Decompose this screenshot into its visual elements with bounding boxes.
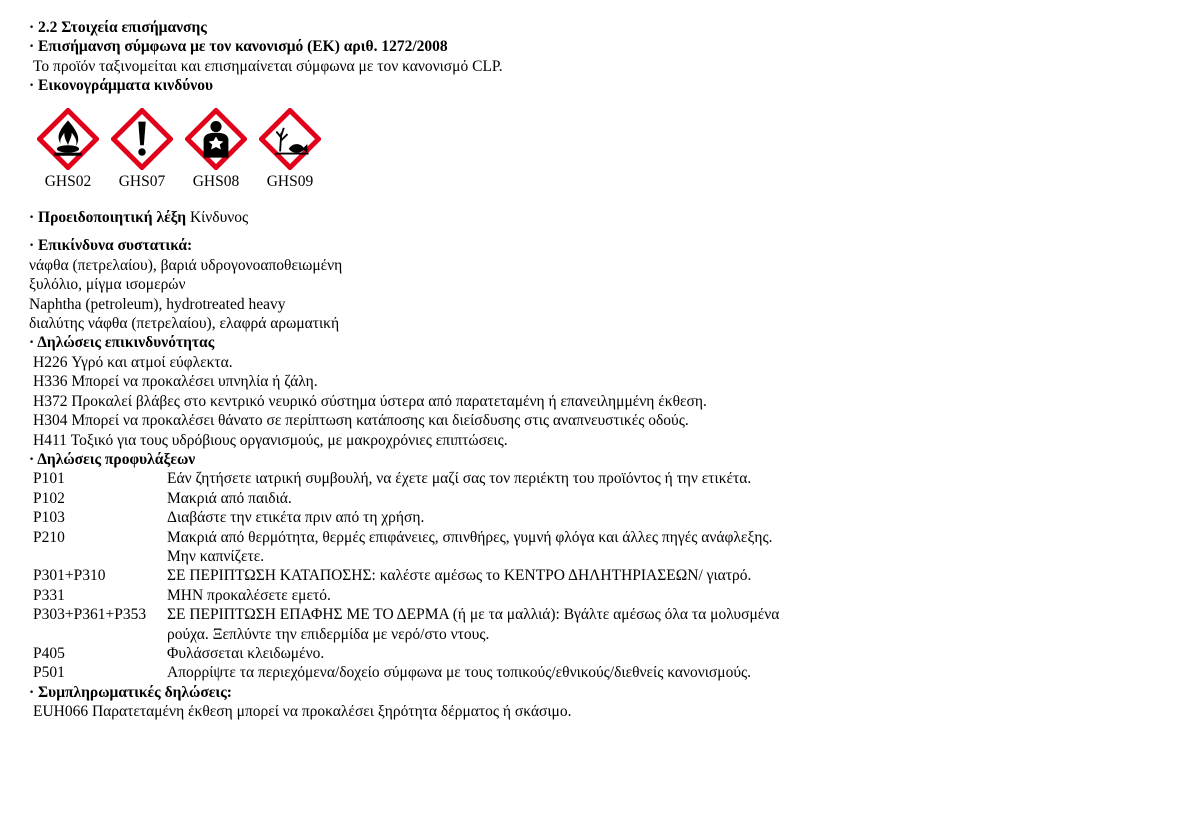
clp-statement: Το προϊόν ταξινομείται και επισημαίνεται σύμφωνα με τον κανονισμό CLP. — [33, 57, 503, 75]
precaution-row — [29, 469, 1200, 488]
precaution-code: P501 — [33, 664, 65, 682]
pictograms-heading: · Εικονογράμματα κινδύνου — [29, 77, 214, 95]
signal-word-label: · Προειδοποιητική λέξη — [29, 209, 187, 227]
precaution-code: P102 — [33, 489, 65, 507]
precaution-code: P210 — [33, 528, 65, 546]
precaution-row — [29, 644, 1200, 663]
flame-icon — [37, 108, 99, 170]
precaution-row — [29, 528, 1200, 567]
precaution-text: Μακριά από θερμότητα, θερμές επιφάνειες, σπινθήρες, γυμνή φλόγα και άλλες πηγές ανάφλεξης. Μην καπνίζετε. — [167, 528, 773, 565]
precaution-code: P303+P361+P353 — [33, 606, 147, 624]
precaution-code: P331 — [33, 586, 65, 604]
precaution-text: ΣΕ ΠΕΡΙΠΤΩΣΗ ΕΠΑΦΗΣ ΜΕ ΤΟ ΔΕΡΜΑ (ή με τα μαλλιά): Βγάλτε αμέσως όλα τα μολυσμένα ρούχα. Ξεπλύντε την επιδερμίδα με νερό/στο ντους. — [167, 606, 780, 643]
precaution-code: P103 — [33, 509, 65, 527]
hazard-statement: H304 Μπορεί να προκαλέσει θάνατο σε περίπτωση κατάποσης και διείσδυσης στις αναπνευστικές οδούς. — [33, 412, 689, 430]
hazard-statement: H411 Τοξικό για τους υδρόβιους οργανισμούς, με μακροχρόνιες επιπτώσεις. — [33, 431, 508, 449]
precaution-text: Εάν ζητήσετε ιατρική συμβουλή, να έχετε μαζί σας τον περιέκτη του προϊόντος ή την ετικέτα. — [167, 470, 752, 488]
ingredient-item: διαλύτης νάφθα (πετρελαίου), ελαφρά αρωματική — [29, 315, 340, 333]
pictogram-row — [37, 108, 1200, 191]
ingredient-item: Naphtha (petroleum), hydrotreated heavy — [29, 295, 286, 313]
supplementary-heading: · Συμπληρωματικές δηλώσεις: — [29, 683, 232, 701]
ingredient-item: νάφθα (πετρελαίου), βαριά υδρογονοαποθειωμένη — [29, 256, 343, 274]
precaution-text: ΣΕ ΠΕΡΙΠΤΩΣΗ ΚΑΤΑΠΟΣΗΣ: καλέστε αμέσως το ΚΕΝΤΡΟ ΔΗΛΗΤΗΡΙΑΣΕΩΝ/ γιατρό. — [167, 567, 752, 585]
precaution-text: Διαβάστε την ετικέτα πριν από τη χρήση. — [167, 509, 425, 527]
precaution-code: P101 — [33, 470, 65, 488]
precaution-text: Φυλάσσεται κλειδωμένο. — [167, 644, 325, 662]
regulation-heading: · Επισήμανση σύμφωνα με τον κανονισμό (ΕΚ) αριθ. 1272/2008 — [29, 38, 448, 56]
pictogram-code: GHS07 — [118, 172, 166, 190]
precaution-row — [29, 605, 1200, 644]
pictogram-ghs02 — [37, 108, 99, 191]
hazard-statement: H226 Υγρό και ατμοί εύφλεκτα. — [33, 353, 233, 371]
precaution-code: P301+P310 — [33, 567, 106, 585]
precaution-text: Απορρίψτε τα περιεχόμενα/δοχείο σύμφωνα με τους τοπικούς/εθνικούς/διεθνείς κανονισμούς. — [167, 664, 752, 682]
supplementary-statement: EUH066 Παρατεταμένη έκθεση μπορεί να προκαλέσει ξηρότητα δέρματος ή σκάσιμο. — [33, 703, 572, 721]
precaution-row — [29, 586, 1200, 605]
pictogram-code: GHS08 — [192, 172, 240, 190]
precaution-code: P405 — [33, 644, 65, 662]
hazard-statement: H336 Μπορεί να προκαλέσει υπνηλία ή ζάλη. — [33, 373, 318, 391]
pictogram-ghs08 — [185, 108, 247, 191]
precaution-text: ΜΗΝ προκαλέσετε εμετό. — [167, 586, 331, 604]
precautionary-statements-heading: · Δηλώσεις προφυλάξεων — [29, 450, 196, 468]
precaution-row — [29, 663, 1200, 682]
pictogram-code: GHS09 — [266, 172, 314, 190]
pictogram-ghs07 — [111, 108, 173, 191]
section-heading: · 2.2 Στοιχεία επισήμανσης — [29, 19, 207, 36]
environment-icon — [259, 108, 321, 170]
signal-word: Κίνδυνος — [189, 209, 249, 227]
hazard-statements-heading: · Δηλώσεις επικινδυνότητας — [29, 334, 215, 352]
health-hazard-icon — [185, 108, 247, 170]
signal-word-row — [29, 208, 1200, 227]
precaution-row — [29, 489, 1200, 508]
ingredient-item: ξυλόλιο, μίγμα ισομερών — [29, 276, 186, 294]
pictogram-code: GHS02 — [44, 172, 92, 190]
exclamation-mark-icon — [111, 108, 173, 170]
precaution-text: Μακριά από παιδιά. — [167, 489, 292, 507]
precaution-row — [29, 566, 1200, 585]
pictogram-ghs09 — [259, 108, 321, 191]
precaution-row — [29, 508, 1200, 527]
hazard-statement: H372 Προκαλεί βλάβες στο κεντρικό νευρικό σύστημα ύστερα από παρατεταμένη ή επανειλημμένη έκθεση. — [33, 392, 707, 410]
ingredients-heading: · Επικίνδυνα συστατικά: — [29, 237, 193, 255]
